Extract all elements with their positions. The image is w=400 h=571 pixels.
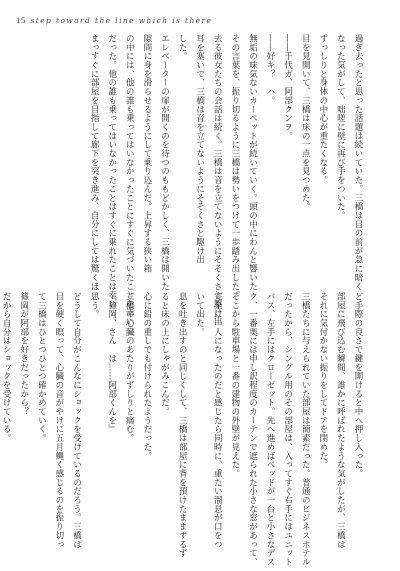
text-line: エレベーターの扉が開くのを待つのももどかしく、三橋は開いた (159, 34, 170, 291)
text-line: だから自分はショックを受けている。 (1, 292, 12, 443)
text-line: 心に鉛の重しでも付けられたようだった。 (141, 292, 152, 461)
text-line: 目を見開いて、三橋は床の一点を見つめた。 (300, 34, 311, 211)
text-line: 過ぎ去ったと思った話題は続いていた。三橋は目の前が急に暗く (353, 34, 363, 291)
page-number: 15 (16, 16, 26, 25)
text-line: て三橋はひとつひとつ確かめていく。 (36, 292, 47, 443)
text-line: 完全に一人になったのだと感じたら同時に、重たい溜息が口をつ (212, 292, 223, 549)
text-line: その言葉を、振り切るように三橋は勢いをつけて一歩踏み出した。 (229, 34, 240, 300)
text-line: バス、左手にはクローゼット。先へ進めばベッドが一台と小さなデス (265, 292, 276, 567)
text-line: それに気付かない振りをしてドアを閉めた。 (317, 292, 328, 469)
text-line: ずっしりと身体の中心が重たくなる。 (317, 34, 328, 185)
text-line: 耳を塞いで、三橋は音を立てないようにそそくさと駆け出 (194, 34, 205, 265)
text-line: ど手際の良さで鍵を開けると中へ押し入った。 (353, 292, 363, 478)
lower-text-column (1, 292, 366, 567)
text-line: 三橋たちに与えられていた部屋は簡素だった。普通のビジネスホテル (300, 292, 311, 567)
text-line: なった気がして、咄嗟に壁に再び手をついた。 (335, 34, 346, 220)
text-line: そこから駐車場と一番の建物の外壁が見えた。 (229, 292, 240, 478)
running-title: step toward the line which is there (30, 16, 213, 25)
text-line: どうして自分がこんなにショックを受けているのだろう。三橋は (71, 292, 82, 549)
text-line: ク、一番奥には申し訳程度のカーテンで遮られた小さな窓があって、 (247, 292, 258, 567)
text-line: 無垢の味気ないカーペットが続いていく。頭の中にわんと響いた (247, 34, 258, 291)
text-line: ――好キ？ ハ。 (265, 34, 276, 105)
text-line: 篠岡が阿部を好きだったから？ (18, 292, 29, 416)
text-line: だった。他の誰も乗ってはいなかったことはすぐに乗れたことは幸い (106, 34, 117, 309)
text-line: 去る彼女たちの会話は続く。三橋は音を立てないようにそそくさと駆け出 (212, 34, 223, 327)
text-line: の中には、他の誰も乗ってはいなかったことにすぐに気づいたことを幸い (124, 34, 135, 327)
text-line: した。 (177, 34, 188, 61)
text-line: 思う。 (89, 292, 100, 319)
running-header (16, 16, 212, 25)
text-line: 目を硬く瞑って、心臓の音がやけに五月蝿く感じるのを振り切っ (53, 292, 64, 549)
text-line: 三橋の心臓のあたりがずしりと痛む。 (124, 292, 135, 443)
text-line: 息を吐き出すのと同じくして、三橋は部屋に背を預けたままずるず (177, 292, 188, 558)
text-line: ると床の上にしゃがみこんだ。 (159, 292, 170, 416)
text-line: 部屋に飛び込む瞬間、誰かに呼ばれたような気がしたが、三橋は (335, 292, 346, 549)
text-line: まっすぐに部屋を目指して廊下を突き進み、自分にしては驚くほ (89, 34, 100, 291)
text-line: だったから、シングル用のその部屋は、入ってすぐ右手にはユニット (282, 292, 293, 567)
text-line: いて出た。 (194, 292, 205, 337)
text-line: 隙間に身を滑らせるようにして乗り込んだ。上昇する狭い箱 (141, 34, 152, 273)
text-line: ――千代ガ、阿部クンヲ。 (282, 34, 293, 141)
text-line: 『篠岡、さん は……阿部くんを』 (106, 292, 117, 434)
